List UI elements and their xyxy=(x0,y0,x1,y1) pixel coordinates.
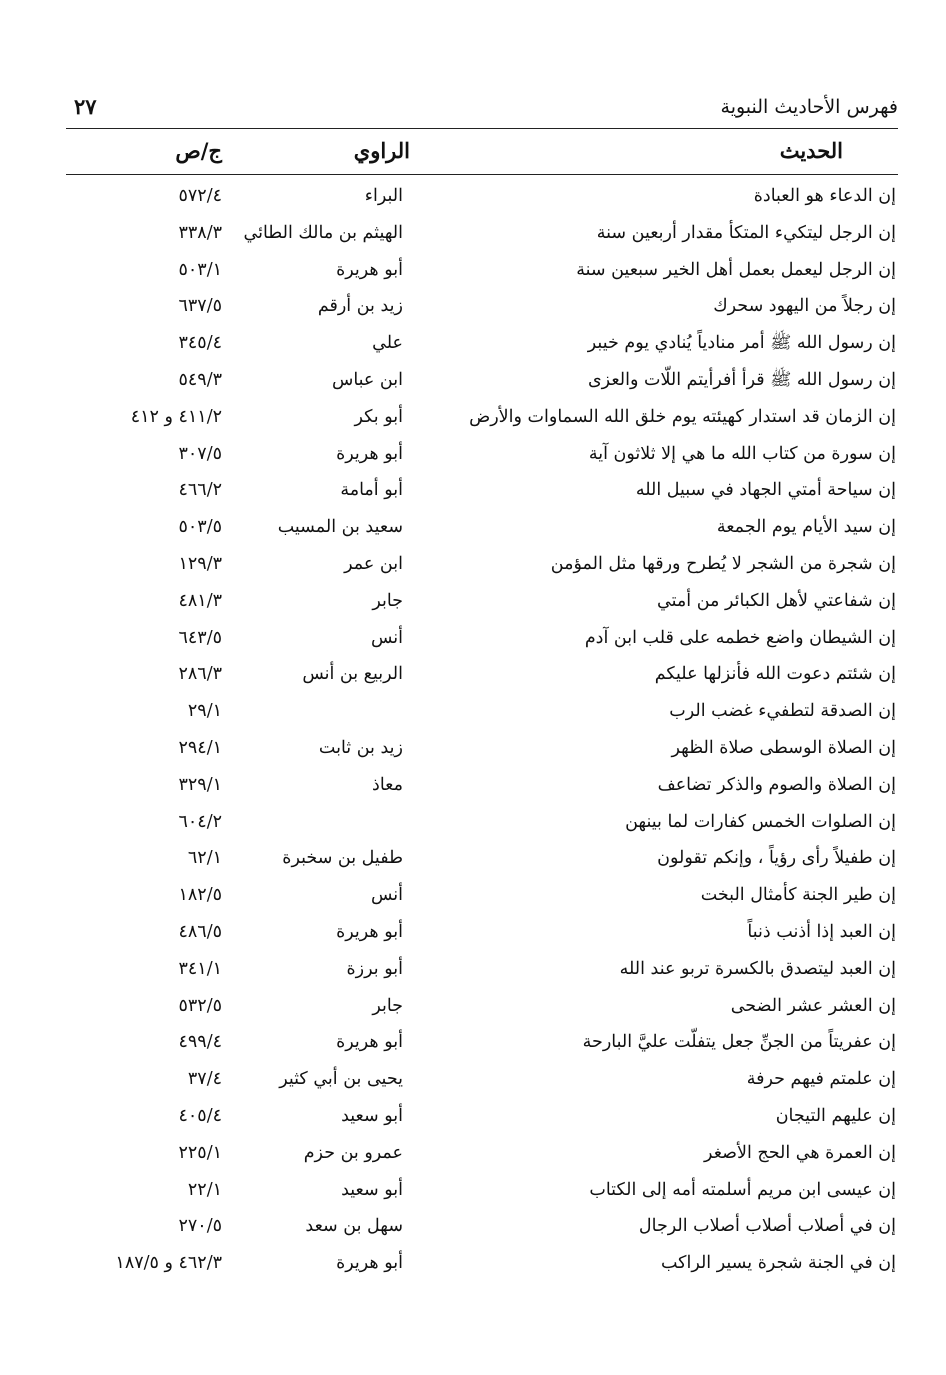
reference-cell: ٤٦٢/٣ و ١٨٧/٥ xyxy=(115,1253,222,1274)
hadith-cell: إن رجلاً من اليهود سحرك xyxy=(713,296,896,317)
column-header-ref: ج/ص xyxy=(175,138,222,163)
narrator-cell: أنس xyxy=(370,627,403,648)
narrator-cell: أنس xyxy=(370,885,403,906)
table-row xyxy=(66,1061,898,1098)
narrator-cell: زيد بن أرقم xyxy=(317,296,403,317)
reference-cell: ٣٣٨/٣ xyxy=(178,222,222,243)
reference-cell: ٥٧٢/٤ xyxy=(178,186,222,206)
reference-cell: ٤٩٩/٤ xyxy=(178,1032,222,1053)
table-row xyxy=(66,951,898,988)
narrator-cell: أبو هريرة xyxy=(336,1253,403,1274)
table-row xyxy=(66,804,898,841)
hadith-cell: إن العمرة هي الحج الأصغر xyxy=(704,1142,896,1163)
hadith-cell: إن العشر عشر الضحى xyxy=(730,995,896,1016)
narrator-cell: البراء xyxy=(364,186,403,206)
hadith-cell: إن شجرة من الشجر لا يُطرح ورقها مثل المؤمن xyxy=(550,553,896,574)
reference-cell: ٦٠٤/٢ xyxy=(178,811,222,832)
reference-cell: ٥٣٢/٥ xyxy=(178,995,222,1016)
reference-cell: ٣٢٩/١ xyxy=(178,774,222,795)
narrator-cell: عمرو بن حزم xyxy=(303,1142,403,1163)
reference-cell: ٤٦٦/٢ xyxy=(178,480,222,501)
narrator-cell: سهل بن سعد xyxy=(305,1216,403,1237)
hadith-cell: إن طفيلاً رأى رؤياً ، وإنكم تقولون xyxy=(657,848,896,869)
reference-cell: ٦٢/١ xyxy=(187,848,222,869)
hadith-cell: إن رسول الله ﷺ أمر منادياً يُنادي يوم خيبر xyxy=(587,333,896,354)
reference-cell: ٣٧/٤ xyxy=(187,1069,222,1090)
narrator-cell: الربيع بن أنس xyxy=(302,664,403,685)
hadith-cell: إن طير الجنة كأمثال البخت xyxy=(700,885,896,906)
table-row xyxy=(66,325,898,362)
narrator-cell: أبو هريرة xyxy=(336,443,403,464)
table-row xyxy=(66,178,898,215)
column-headers xyxy=(66,136,898,175)
narrator-cell: ابن عباس xyxy=(331,369,403,390)
reference-cell: ٢٩/١ xyxy=(187,701,222,722)
reference-cell: ٢٨٦/٣ xyxy=(178,664,222,685)
hadith-cell: إن الشيطان واضع خطمه على قلب ابن آدم xyxy=(584,627,896,648)
table-row xyxy=(66,399,898,436)
hadith-cell: إن الصلاة والصوم والذكر تضاعف xyxy=(657,774,896,795)
hadith-cell: إن علمتم فيهم حرفة xyxy=(746,1069,896,1090)
narrator-cell: معاذ xyxy=(372,774,403,795)
table-row xyxy=(66,509,898,546)
table-row xyxy=(66,914,898,951)
reference-cell: ١٨٢/٥ xyxy=(178,885,222,906)
reference-cell: ٥٠٣/٥ xyxy=(178,517,222,538)
table-row xyxy=(66,583,898,620)
hadith-cell: إن سياحة أمتي الجهاد في سبيل الله xyxy=(635,480,896,501)
narrator-cell: علي xyxy=(372,333,403,354)
hadith-cell: إن عيسى ابن مريم أسلمته أمه إلى الكتاب xyxy=(589,1179,896,1200)
hadith-cell: إن الصلوات الخمس كفارات لما بينهن xyxy=(625,811,896,832)
table-row xyxy=(66,1245,898,1282)
hadith-cell: إن الدعاء هو العبادة xyxy=(753,186,896,206)
table-row xyxy=(66,877,898,914)
table-row xyxy=(66,988,898,1025)
table-row xyxy=(66,840,898,877)
table-row xyxy=(66,1208,898,1245)
reference-cell: ٦٤٣/٥ xyxy=(178,627,222,648)
hadith-cell: إن سورة من كتاب الله ما هي إلا ثلاثون آية xyxy=(588,443,896,464)
reference-cell: ٣٤١/١ xyxy=(178,958,222,979)
table-row xyxy=(66,693,898,730)
table-row xyxy=(66,1172,898,1209)
hadith-cell: إن عفريتاً من الجنِّ جعل يتفلّت عليَّ البارحة xyxy=(582,1032,896,1053)
table-row xyxy=(66,215,898,252)
narrator-cell: أبو أمامة xyxy=(340,480,403,501)
column-header-hadith: الحديث xyxy=(779,138,843,163)
hadith-cell: إن الصدقة لتطفيء غضب الرب xyxy=(669,701,896,722)
hadith-cell: إن الزمان قد استدار كهيئته يوم خلق الله السماوات والأرض xyxy=(469,406,896,427)
hadith-cell: إن الرجل ليتكيء المتكأ مقدار أربعين سنة xyxy=(596,222,896,243)
reference-cell: ٤١١/٢ و ٤١٢ xyxy=(130,406,222,427)
narrator-cell: أبو هريرة xyxy=(336,259,403,280)
narrator-cell: أبو سعيد xyxy=(341,1105,403,1126)
narrator-cell: جابر xyxy=(372,590,403,611)
hadith-cell: إن العبد ليتصدق بالكسرة تربو عند الله xyxy=(619,958,896,979)
table-row xyxy=(66,546,898,583)
reference-cell: ٥٤٩/٣ xyxy=(178,369,222,390)
narrator-cell: سعيد بن المسيب xyxy=(277,517,403,538)
table-row xyxy=(66,252,898,289)
hadith-cell: إن الرجل ليعمل بعمل أهل الخير سبعين سنة xyxy=(576,259,896,280)
hadith-cell: إن عليهم التيجان xyxy=(775,1105,896,1126)
narrator-cell: ابن عمر xyxy=(344,553,403,574)
reference-cell: ٣٤٥/٤ xyxy=(178,333,222,354)
narrator-cell: أبو هريرة xyxy=(336,1032,403,1053)
hadith-cell: إن العبد إذا أذنب ذنباً xyxy=(747,921,896,942)
reference-cell: ٤٠٥/٤ xyxy=(178,1105,222,1126)
hadith-cell: إن في الجنة شجرة يسير الراكب xyxy=(660,1253,896,1274)
reference-cell: ٢٧٠/٥ xyxy=(178,1216,222,1237)
reference-cell: ٦٣٧/٥ xyxy=(178,296,222,317)
table-row xyxy=(66,620,898,657)
hadith-cell: إن شفاعتي لأهل الكبائر من أمتي xyxy=(657,590,896,611)
reference-cell: ٢٢٥/١ xyxy=(178,1142,222,1163)
table-row xyxy=(66,436,898,473)
narrator-cell: أبو هريرة xyxy=(336,921,403,942)
narrator-cell: أبو سعيد xyxy=(341,1179,403,1200)
reference-cell: ٤٨٦/٥ xyxy=(178,921,222,942)
table-row xyxy=(66,767,898,804)
narrator-cell: أبو بكر xyxy=(354,406,403,427)
narrator-cell: زيد بن ثابت xyxy=(318,737,403,758)
narrator-cell: أبو برزة xyxy=(346,958,403,979)
reference-cell: ٣٠٧/٥ xyxy=(178,443,222,464)
table-row xyxy=(66,1024,898,1061)
running-header xyxy=(66,92,898,129)
table-row xyxy=(66,288,898,325)
hadith-cell: إن الصلاة الوسطى صلاة الظهر xyxy=(671,737,896,758)
reference-cell: ١٢٩/٣ xyxy=(178,553,222,574)
table-row xyxy=(66,362,898,399)
hadith-cell: إن في أصلاب أصلاب أصلاب الرجال xyxy=(638,1216,896,1237)
hadith-index-table xyxy=(66,178,898,1282)
table-row xyxy=(66,1098,898,1135)
narrator-cell: يحيى بن أبي كثير xyxy=(279,1069,403,1090)
table-row xyxy=(66,656,898,693)
reference-cell: ٤٨١/٣ xyxy=(178,590,222,611)
table-row xyxy=(66,472,898,509)
page-number: ٢٧ xyxy=(74,94,97,119)
reference-cell: ٥٠٣/١ xyxy=(178,259,222,280)
hadith-cell: إن شئتم دعوت الله فأنزلها عليكم xyxy=(654,664,896,685)
table-row xyxy=(66,1135,898,1172)
reference-cell: ٢٢/١ xyxy=(187,1179,222,1200)
narrator-cell: جابر xyxy=(372,995,403,1016)
narrator-cell: طفيل بن سخبرة xyxy=(282,848,403,869)
table-row xyxy=(66,730,898,767)
narrator-cell: الهيثم بن مالك الطائي xyxy=(243,222,403,243)
page-title: فهرس الأحاديث النبوية xyxy=(720,96,898,118)
hadith-cell: إن سيد الأيام يوم الجمعة xyxy=(716,517,896,538)
column-header-narrator: الراوي xyxy=(353,138,410,163)
reference-cell: ٢٩٤/١ xyxy=(178,737,222,758)
hadith-cell: إن رسول الله ﷺ قرأ أفرأيتم اللّات والعزى xyxy=(587,369,896,390)
